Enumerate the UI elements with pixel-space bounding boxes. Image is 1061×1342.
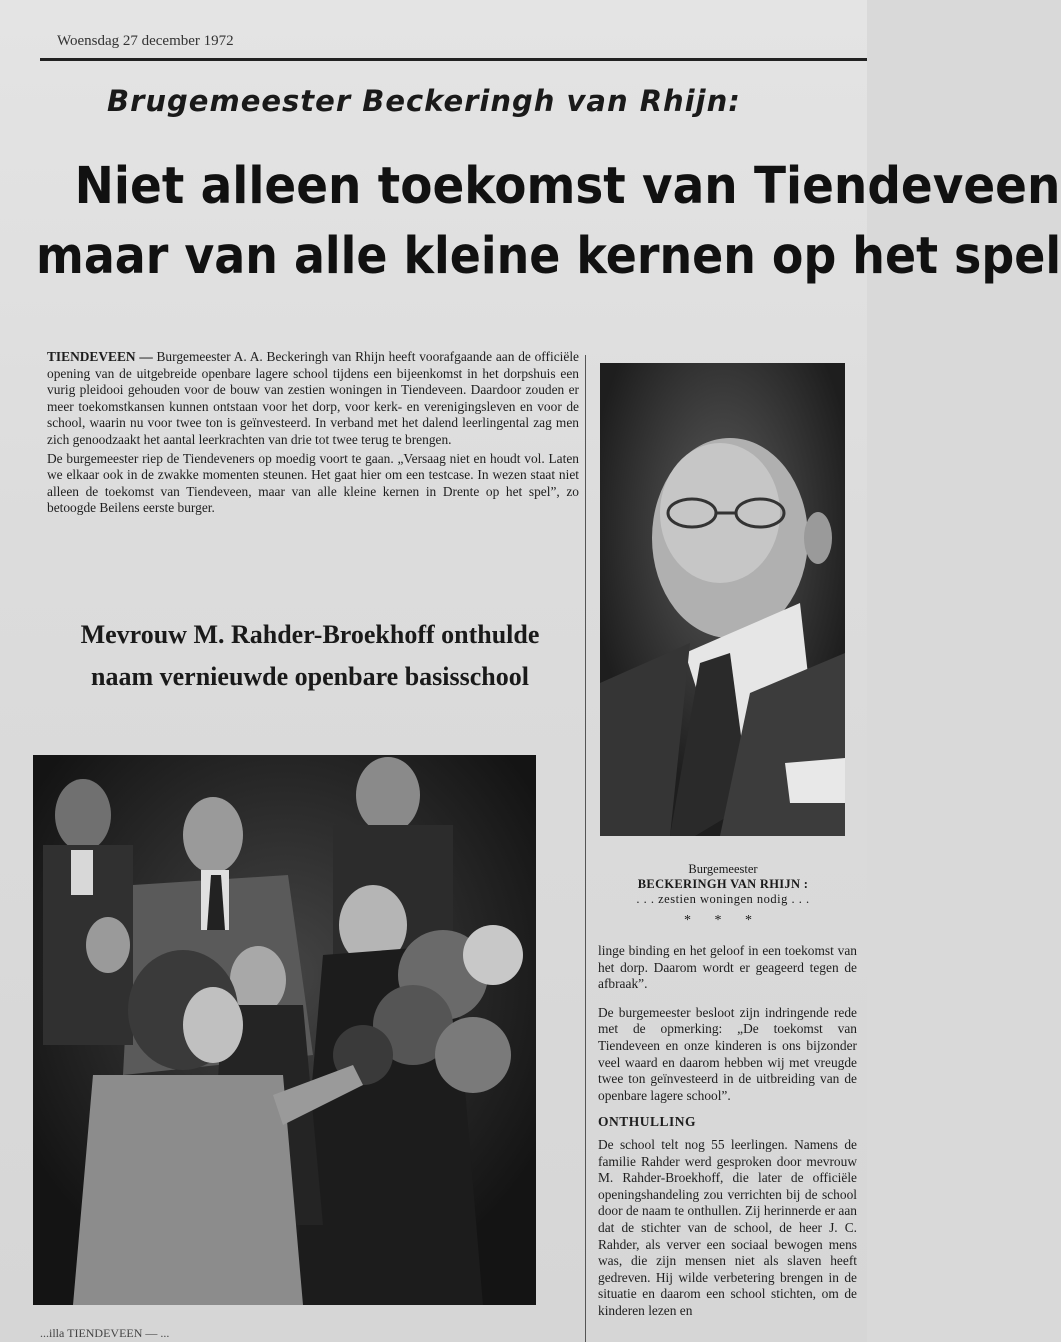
lead-place: TIENDEVEEN — (47, 349, 153, 364)
right-paragraph-2: De burgemeester besloot zijn indringende rede met de opmerking: „De toekomst van Tiendeveen en onze kinderen is ons bijzonder veel waard en daarom hebben wij met vreugde twee ton geïnvesteerd in de uitbreiding van de openbare lagere school”. (598, 1004, 857, 1103)
caption-name: BECKERINGH VAN RHIJN : (637, 877, 809, 891)
headline-line-1: Niet alleen toekomst van Tiendeveen (74, 157, 1061, 216)
portrait-caption (598, 862, 848, 931)
subheadline (40, 614, 580, 698)
lead-article (47, 349, 579, 517)
main-headline (36, 152, 1061, 292)
section-heading: ONTHULLING (598, 1114, 697, 1130)
group-photo (33, 755, 536, 1305)
headline-line-2: maar van alle kleine kernen op het spel (36, 227, 1061, 286)
kicker-headline: Brugemeester Beckeringh van Rhijn: (107, 84, 741, 118)
dateline: Woensdag 27 december 1972 (57, 33, 234, 49)
caption-title: Burgemeester (688, 862, 758, 876)
lead-paragraph-1-text: Burgemeester A. A. Beckeringh van Rhijn heeft voorafgaande aan de officiële opening van de uitgebreide openbare lagere school tijdens een bijeenkomst in het dorpshuis een vurig pleidooi gehouden voor de bouw van zestien woningen in Tiendeveen. Daardoor zouden er meer toekomstkansen kunnen ontstaan voor het dorp, voor kerk- en verenigingsleven en voor de school, waarin nu voor twee ton is geïnvesteerd. In verband met het dalend leerlingental zag men zich genoodzaakt het aantal leerkrachten van drie tot twee terug te brengen. (47, 349, 579, 447)
column-divider (585, 355, 586, 1342)
lead-paragraph-2: De burgemeester riep de Tiendeveners op moedig voort te gaan. „Versaag niet en houdt vol. Laten we elkaar ook in de zwakke momenten steunen. Het gaat hier om een testcase. In wezen staat niet alleen de toekomst van Tiendeveen, maar van alle kleine kernen in Drente op het spel”, zo betoogde Beilens eerste burger. (47, 450, 579, 516)
group-photo-image (33, 755, 536, 1305)
caption-stars: * * * (684, 913, 762, 928)
right-paragraph-3: De school telt nog 55 leerlingen. Namens de familie Rahder werd gesproken door mevrouw M. Rahder-Broekhoff, die later de officiële openingshandeling zou verrichten bij de school door de naam te onthullen. Zij herinnerde er aan dat de stichter van de school, de heer J. C. Rahder, als verver een sociaal bewogen mens was, die zijn mensen niet als slaven heeft gedreven. Hij wilde verbetering brengen in de situatie en daarom een school stichten, om de kinderen lezen en (598, 1136, 857, 1318)
mayor-portrait-photo (600, 363, 845, 836)
subhead-line-2: naam vernieuwde openbare basisschool (91, 662, 529, 691)
lead-paragraph-1 (47, 349, 579, 449)
right-paragraph-1: linge binding en het geloof in een toekomst van het dorp. Daarom wordt er geageerd tegen de afbraak”. (598, 943, 857, 992)
mayor-portrait-image (600, 363, 845, 836)
cut-off-caption: ...illa TIENDEVEEN — ... (40, 1326, 170, 1340)
top-rule (40, 58, 867, 61)
caption-quote: . . . zestien woningen nodig . . . (636, 892, 810, 906)
subhead-line-1: Mevrouw M. Rahder-Broekhoff onthulde (80, 620, 540, 649)
right-column-article (598, 943, 857, 1319)
